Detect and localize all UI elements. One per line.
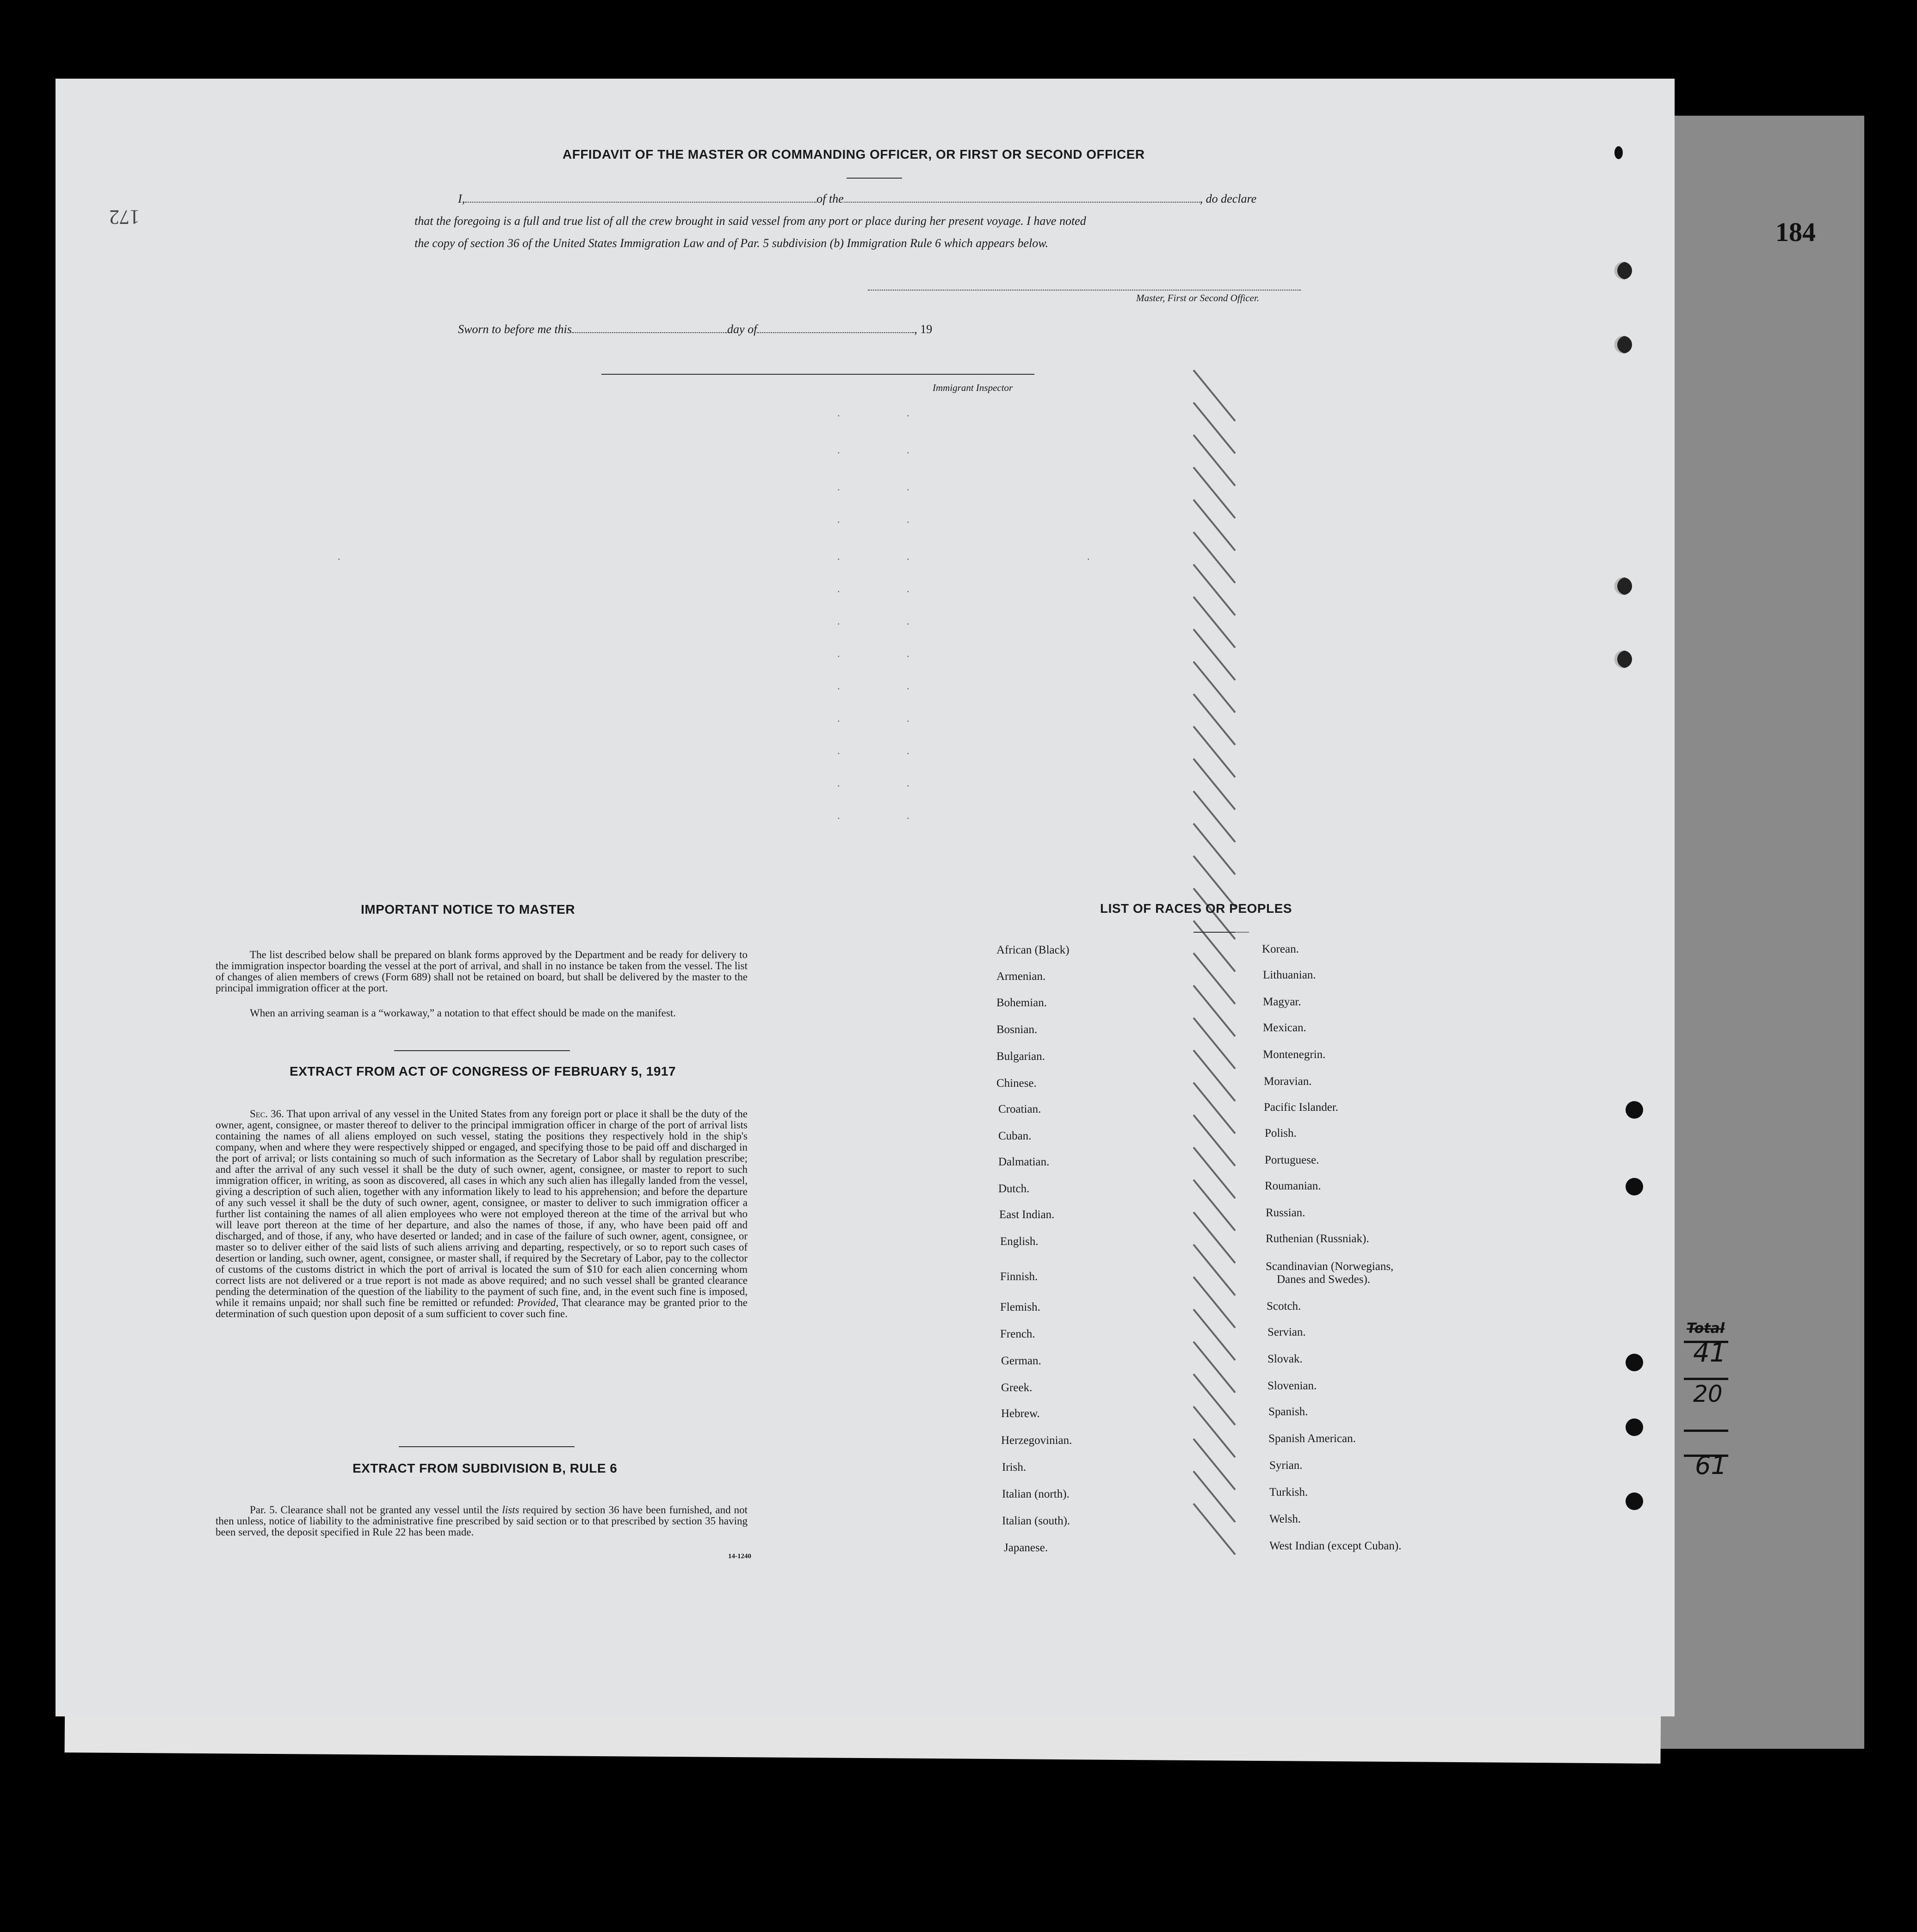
tally-value: 61: [1695, 1451, 1727, 1480]
back-sheet: [1647, 116, 1864, 1749]
race-right: West Indian (except Cuban).: [1269, 1540, 1402, 1552]
race-right: Roumanian.: [1265, 1180, 1321, 1192]
race-left: Chinese.: [996, 1077, 1037, 1090]
race-left: Bosnian.: [996, 1023, 1038, 1036]
punch-hole: [1614, 146, 1623, 159]
master-signature-label: Master, First or Second Officer.: [1136, 292, 1259, 303]
race-left: African (Black): [996, 944, 1070, 956]
race-right: Mexican.: [1263, 1022, 1306, 1034]
sworn-year: , 19: [914, 322, 933, 336]
race-right: Lithuanian.: [1263, 969, 1316, 981]
inspector-signature-line[interactable]: [601, 374, 1034, 375]
race-left: Italian (south).: [1002, 1515, 1070, 1527]
race-left: Armenian.: [996, 970, 1046, 983]
tally-value: 20: [1693, 1381, 1723, 1407]
race-right: Moravian.: [1264, 1075, 1312, 1088]
sworn-day-field[interactable]: [572, 332, 727, 333]
punch-hole: [1614, 336, 1632, 353]
notice-title: IMPORTANT NOTICE TO MASTER: [361, 902, 575, 916]
race-right: Portuguese.: [1265, 1154, 1319, 1166]
vessel-field[interactable]: [844, 202, 1200, 203]
tally-rule: [1684, 1430, 1728, 1432]
race-right: Slovenian.: [1268, 1380, 1317, 1392]
divider: [394, 1050, 570, 1051]
race-right: Slovak.: [1268, 1353, 1303, 1365]
affidavit-i: I,: [458, 192, 465, 205]
punch-hole: [1626, 1178, 1643, 1195]
race-right: Turkish.: [1269, 1486, 1308, 1499]
race-left: Bohemian.: [996, 997, 1047, 1009]
tally-value: 41: [1693, 1338, 1726, 1368]
race-left: Japanese.: [1004, 1542, 1048, 1554]
race-left: East Indian.: [999, 1208, 1055, 1221]
punch-hole: [1614, 650, 1632, 668]
form-number: 14-1240: [728, 1553, 751, 1560]
race-right: Spanish American.: [1268, 1432, 1356, 1445]
affidavit-line-3: the copy of section 36 of the United States Immigration Law and of Par. 5 subdivision (b) Immigration Rule 6 which appears below.: [414, 236, 1049, 250]
race-right: Korean.: [1262, 943, 1299, 955]
ditto-marks: [1184, 365, 1258, 1578]
master-signature-line[interactable]: [868, 290, 1301, 291]
race-left: Irish.: [1002, 1461, 1027, 1474]
punch-hole: [1626, 1101, 1643, 1119]
race-right: Magyar.: [1263, 996, 1301, 1008]
name-field[interactable]: [465, 202, 816, 203]
side-mark: 172: [109, 206, 140, 229]
extract-rule-title: EXTRACT FROM SUBDIVISION B, RULE 6: [352, 1461, 618, 1475]
race-left: Flemish.: [1000, 1301, 1040, 1313]
extract-act-body: [216, 1108, 748, 1319]
affidavit-line-1: [458, 188, 1305, 210]
divider: [399, 1446, 575, 1447]
punch-hole: [1626, 1354, 1643, 1371]
race-right: Spanish.: [1268, 1406, 1308, 1418]
sworn-label: Sworn to before me this: [458, 322, 572, 336]
tally-rule: [1684, 1378, 1728, 1380]
affidavit-title: AFFIDAVIT OF THE MASTER OR COMMANDING OFFICER, OR FIRST OR SECOND OFFICER: [563, 147, 1145, 161]
notice-paragraph-1: The list described below shall be prepared on blank forms approved by the Department and be ready for delivery to the immigration inspector boarding the vessel at the port of arrival, and shall in no instance be taken from the vessel. The list of changes of alien members of crews (Form 689) shall not be retained on board, but shall be delivered by the master to the principal immigration officer at the port.: [216, 949, 748, 994]
par5-text-a: Par. 5. Clearance shall not be granted any vessel until the: [250, 1504, 499, 1516]
race-right: Scandinavian (Norwegians,: [1266, 1260, 1394, 1273]
race-left: Bulgarian.: [996, 1050, 1045, 1063]
divider: [847, 178, 902, 179]
race-left: Italian (north).: [1002, 1488, 1070, 1500]
race-right: Russian.: [1266, 1207, 1305, 1219]
affidavit-of-the: of the: [816, 192, 844, 205]
provided-word: Provided,: [517, 1297, 559, 1308]
punch-hole: [1614, 577, 1632, 595]
race-right: Danes and Swedes).: [1277, 1273, 1371, 1286]
race-right: Polish.: [1265, 1127, 1297, 1139]
sworn-day-of: day of: [727, 322, 757, 336]
affidavit-line-2: that the foregoing is a full and true list of all the crew brought in said vessel from any port or place during her present voyage. I have noted: [414, 214, 1086, 228]
race-left: German.: [1001, 1355, 1041, 1367]
punch-hole: [1614, 262, 1632, 279]
race-left: French.: [1000, 1328, 1035, 1340]
sec-36-text: 36. That upon arrival of any vessel in the United States from any foreign port or place it shall be the duty of the owner, agent, consignee, or master thereof to deliver to the principal immigration officer in charge of the port of arrival lists containing the names of all aliens employed on such vessel, stating the positions they respectively hold in the ship's company, when and where they were respectively shipped or engaged, and specifying those to be paid off and discharged in the port of arrival; or lists containing so much of such information as the Secretary of Labor shall by regulation prescribe; and after the arrival of any such vessel it shall be the duty of such owner, agent, consignee, or master to report to such immigration officer, in writing, as soon as discovered, all cases in which any such alien has illegally landed from the vessel, giving a description of such alien, together with any information likely to lead to his apprehension; and before the departure of any such vessel it shall be the duty of such owner, agent, consignee, or master to deliver to such immigration officer a further list containing the names of all alien employees who were not employed thereon at the time of the arrival but who will leave port thereon at the time of her departure, and also the names of those, if any, who have been paid off and discharged, and of those, if any, who have deserted or landed; and in case of the failure of such owner, agent, consignee, or master so to deliver either of the said lists of such aliens arriving and departing, respectively, or so to report such cases of desertion or landing, such owner, agent, consignee, or master shall, if required by the Secretary of Labor, pay to the collector of customs of the customs district in which the port of arrival is located the sum of $10 for each alien concerning whom correct lists are not delivered or a true report is not made as above required; and no such vessel shall be granted clearance pending the determination of the question of the liability to the payment of such fine, and, in the event such fine is imposed, while it remains unpaid; nor shall such fine be remitted or refunded:: [216, 1108, 748, 1308]
race-right: Welsh.: [1269, 1513, 1301, 1525]
race-left: Hebrew.: [1001, 1407, 1040, 1420]
race-left: Finnish.: [1000, 1270, 1038, 1283]
affidavit-declare: , do declare: [1200, 192, 1257, 205]
extract-rule-body: [216, 1505, 748, 1538]
page-number: 184: [1775, 217, 1816, 247]
race-left: Croatian.: [998, 1103, 1041, 1115]
race-right: Ruthenian (Russniak).: [1266, 1232, 1369, 1245]
inspector-label: Immigrant Inspector: [933, 382, 1013, 393]
tally-label: Total: [1687, 1320, 1725, 1337]
sworn-line: [458, 318, 1013, 341]
race-right: Pacific Islander.: [1264, 1101, 1339, 1114]
sec-36-tail: That clearance may be granted prior to the determination of such question upon deposit of a sum sufficient to cover such fine.: [216, 1297, 748, 1319]
par5-text-b: required by section 36 have been furnished, and not then unless, notice of liability to the administrative fine prescribed by said section or to that prescribed by section 35 having been served, the deposit specified in Rule 22 has been made.: [216, 1504, 748, 1538]
race-left: Dalmatian.: [998, 1156, 1050, 1168]
notice-paragraph-2: When an arriving seaman is a “workaway,” a notation to that effect should be made on the manifest.: [250, 1007, 676, 1019]
punch-hole: [1626, 1418, 1643, 1436]
race-right: Servian.: [1268, 1326, 1306, 1338]
race-left: Greek.: [1001, 1381, 1033, 1394]
race-right: Montenegrin.: [1263, 1048, 1326, 1061]
extract-act-title: EXTRACT FROM ACT OF CONGRESS OF FEBRUARY 5, 1917: [290, 1064, 676, 1078]
sec-label: Sec.: [250, 1108, 268, 1120]
punch-hole: [1626, 1492, 1643, 1510]
race-left: Herzegovinian.: [1001, 1434, 1072, 1447]
races-title: LIST OF RACES OR PEOPLES: [1100, 901, 1292, 916]
sworn-month-field[interactable]: [757, 332, 914, 333]
divider: [1198, 932, 1249, 933]
lists-word: lists: [502, 1504, 519, 1516]
race-left: Cuban.: [998, 1130, 1032, 1142]
race-right: Scotch.: [1267, 1300, 1301, 1313]
race-left: Dutch.: [998, 1183, 1030, 1195]
race-left: English.: [1000, 1235, 1039, 1248]
race-right: Syrian.: [1269, 1459, 1303, 1472]
